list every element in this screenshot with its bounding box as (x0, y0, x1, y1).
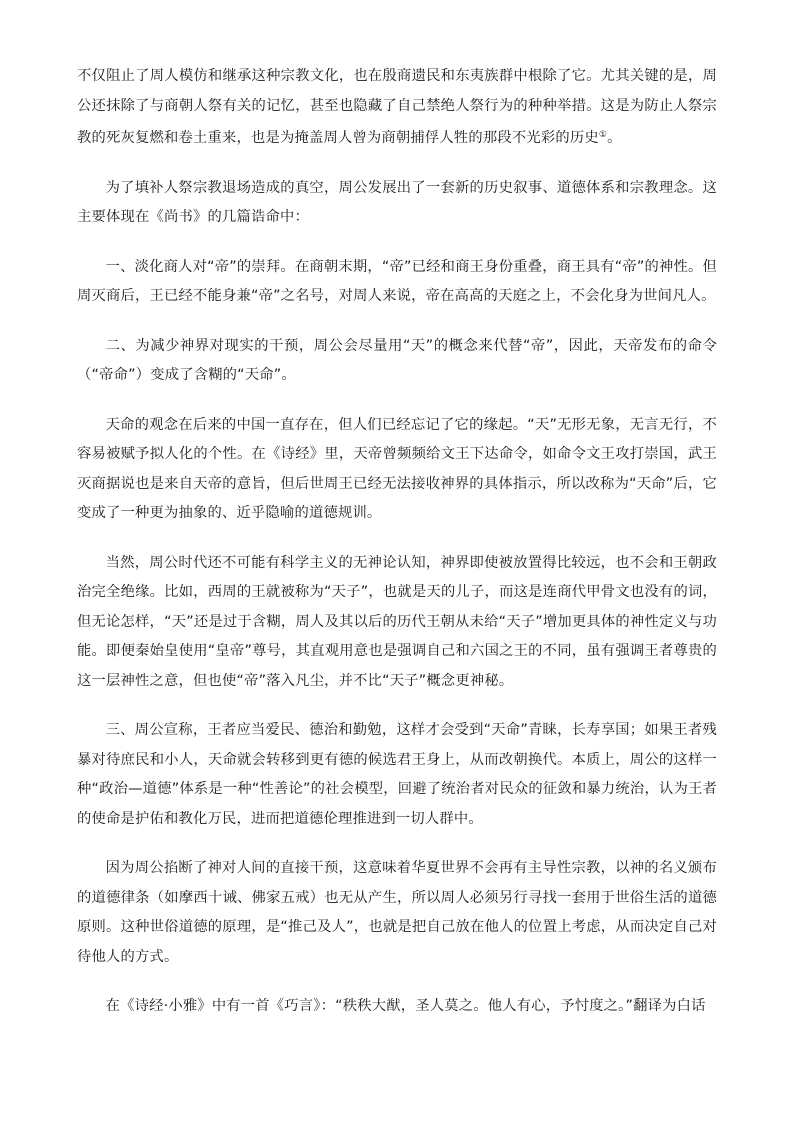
paragraph-1-end: 。 (607, 130, 622, 146)
document-body (77, 62, 717, 1042)
paragraph-3: 一、淡化商人对“帝”的崇拜。在商朝末期，“帝”已经和商王身份重叠，商王具有“帝”的神性。但周灭商后，王已经不能身兼“帝”之名号，对周人来说，帝在高高的天庭之上，不会化身为世间凡人。 (77, 258, 717, 304)
paragraph-7: 三、周公宣称，王者应当爱民、德治和勤勉，这样才会受到“天命”青睐，长寿享国；如果王者残暴对待庶民和小人，天命就会转移到更有德的候选君王身上，从而改朝换代。本质上，周公的这样一种“政治—道德”体系是一种“性善论”的社会模型，回避了统治者对民众的征敛和暴力统治，认为王者的使命是护佑和教化万民，进而把道德伦理推进到一切人群中。 (77, 722, 717, 827)
paragraph-4: 二、为减少神界对现实的干预，周公会尽量用“天”的概念来代替“帝”，因此，天帝发布的命令（“帝命”）变成了含糊的“天命”。 (77, 337, 717, 383)
paragraph-8: 因为周公掐断了神对人间的直接干预，这意味着华夏世界不会再有主导性宗教，以神的名义颁布的道德律条（如摩西十诫、佛家五戒）也无从产生，所以周人必须另行寻找一套用于世俗生活的道德原则。这种世俗道德的原理，是“推己及人”，也就是把自己放在他人的位置上考虑，从而决定自己对待他人的方式。 (77, 860, 717, 965)
paragraph-2: 为了填补人祭宗教退场造成的真空，周公发展出了一套新的历史叙事、道德体系和宗教理念。这主要体现在《尚书》的几篇诰命中： (77, 179, 717, 225)
paragraph-6: 当然，周公时代还不可能有科学主义的无神论认知，神界即使被放置得比较远，也不会和王朝政治完全绝缘。比如，西周的王就被称为“天子”，也就是天的儿子，而这是连商代甲骨文也没有的词，但无论怎样，“天”还是过于含糊，周人及其以后的历代王朝从未给“天子”增加更具体的神性定义与功能。即便秦始皇使用“皇帝”尊号，其直观用意也是强调自己和六国之王的不同，虽有强调王者尊贵的这一层神性之意，但也使“帝”落入凡尘，并不比“天子”概念更神秘。 (77, 554, 717, 689)
paragraph-5: 天命的观念在后来的中国一直存在，但人们已经忘记了它的缘起。“天”无形无象，无言无行，不容易被赋予拟人化的个性。在《诗经》里，天帝曾频频给文王下达命令，如命令文王攻打崇国，武王灭商据说也是来自天帝的意旨，但后世周王已经无法接收神界的具体指示，所以改称为“天命”后，它变成了一种更为抽象的、近乎隐喻的道德规训。 (77, 416, 717, 521)
paragraph-1 (77, 62, 717, 154)
paragraph-1-text: 不仅阻止了周人模仿和继承这种宗教文化，也在殷商遗民和东夷族群中根除了它。尤其关键的是，周公还抹除了与商朝人祭有关的记忆，甚至也隐藏了自己禁绝人祭行为的种种举措。这是为防止人祭宗教的死灰复燃和卷土重来，也是为掩盖周人曾为商朝捕俘人牲的那段不光彩的历史 (77, 68, 717, 146)
footnote-marker[interactable]: ① (598, 130, 608, 140)
paragraph-9: 在《诗经·小雅》中有一首《巧言》：“秩秩大猷，圣人莫之。他人有心，予忖度之。”翻译为白话 (105, 998, 706, 1014)
